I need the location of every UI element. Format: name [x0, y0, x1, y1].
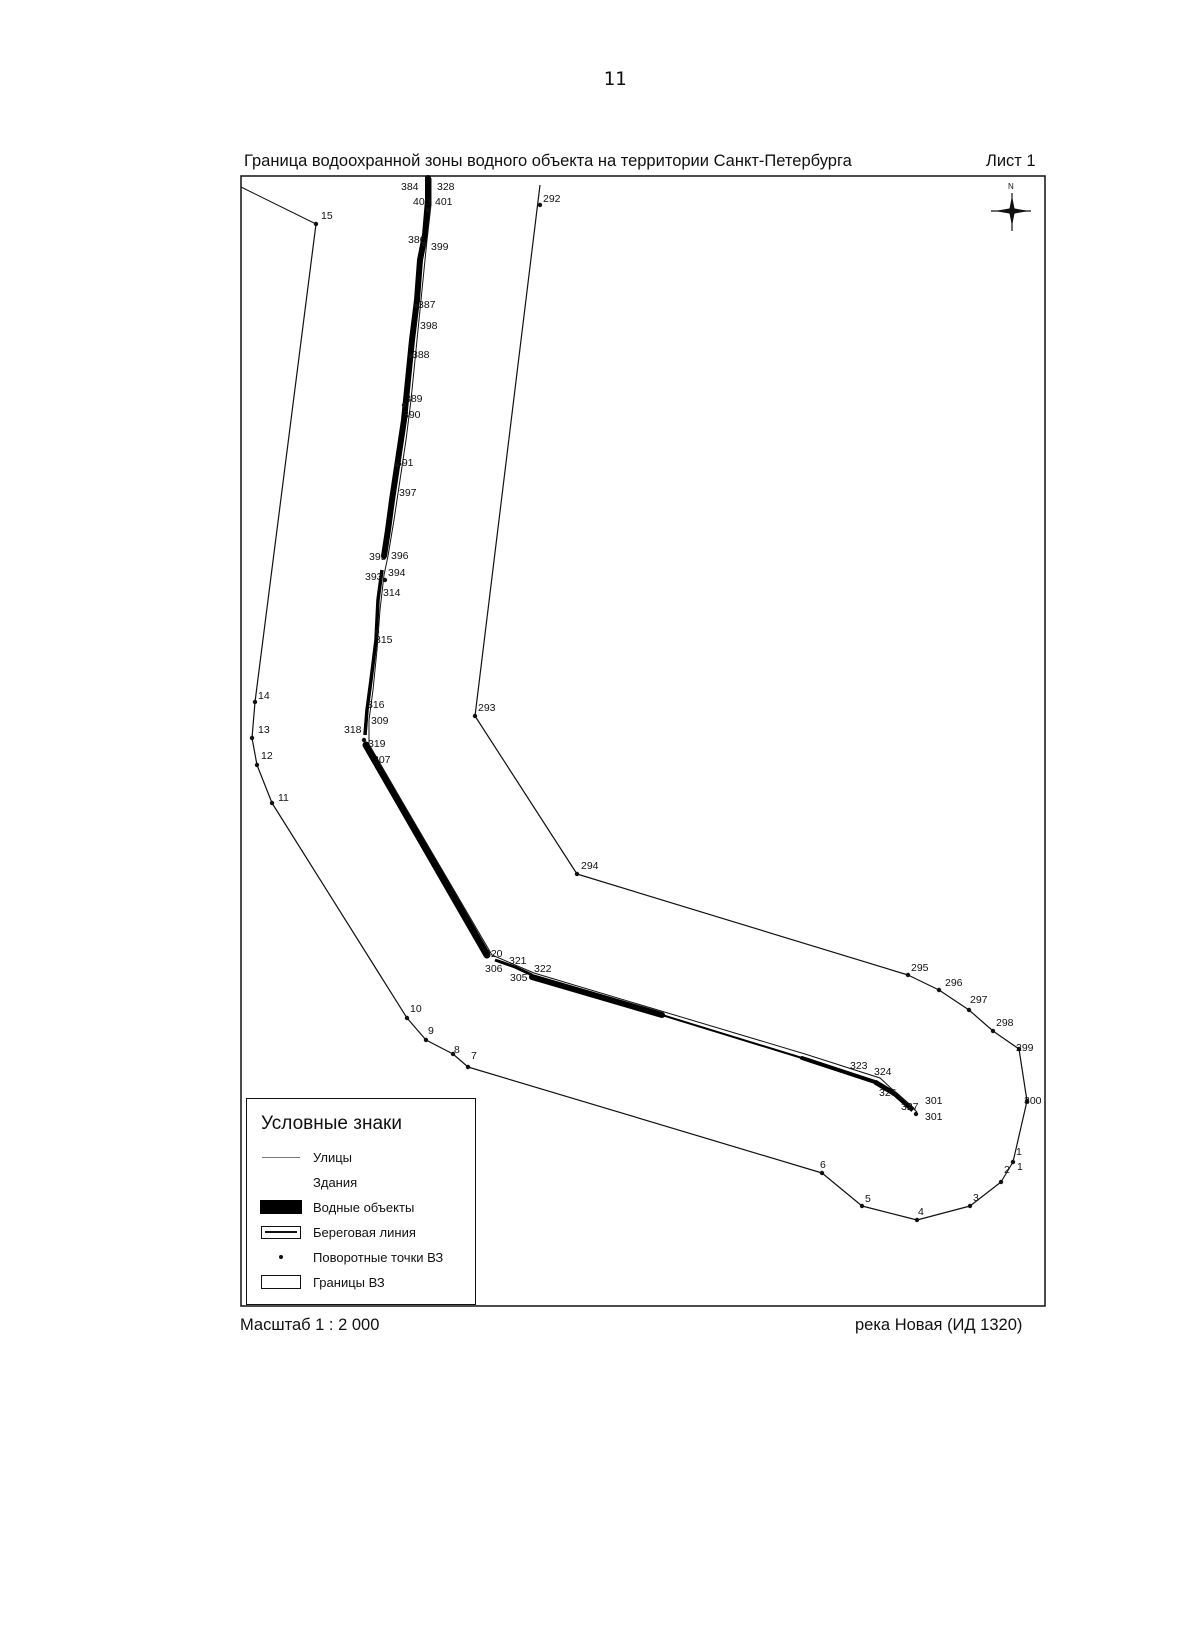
legend-label: Поворотные точки ВЗ — [313, 1249, 444, 1265]
point-label: 8 — [454, 1044, 460, 1056]
point-label: 1 — [1017, 1161, 1023, 1173]
page-number: 11 — [603, 68, 627, 90]
map-title: Граница водоохранной зоны водного объекта на территории Санкт-Петербурга — [244, 152, 852, 170]
point-label: 4 — [918, 1206, 924, 1218]
dot-swatch — [259, 1249, 303, 1265]
point-label: 323 — [850, 1060, 868, 1072]
point-label: 315 — [375, 634, 393, 646]
point-label: 305 — [510, 972, 528, 984]
river-water-object — [365, 178, 913, 1110]
point-label: 328 — [437, 181, 455, 193]
legend-item-shoreline — [259, 1222, 416, 1242]
point-label: 1 — [1016, 1146, 1022, 1158]
point-label: 391 — [396, 457, 414, 469]
scale-text: Масштаб 1 : 2 000 — [240, 1316, 380, 1334]
point-label: 393 — [365, 571, 383, 583]
sheet-label: Лист 1 — [986, 152, 1036, 170]
point-label: 6 — [820, 1159, 826, 1171]
point-label: 397 — [399, 487, 417, 499]
point-label: 5 — [865, 1193, 871, 1205]
legend-title: Условные знаки — [261, 1113, 402, 1134]
point-label: 306 — [485, 963, 503, 975]
legend-item-streets — [259, 1147, 352, 1167]
legend-label: Береговая линия — [313, 1224, 416, 1240]
point-label: 394 — [388, 567, 406, 579]
point-label: 320 — [485, 948, 503, 960]
point-label: 297 — [970, 994, 988, 1006]
point-label: 398 — [420, 320, 438, 332]
point-label: 400 — [413, 196, 431, 208]
point-label: 296 — [945, 977, 963, 989]
shoreline — [369, 178, 917, 1112]
legend — [246, 1098, 476, 1305]
legend-item-water — [259, 1197, 414, 1217]
point-label: 12 — [261, 750, 273, 762]
legend-item-turning-points — [259, 1247, 443, 1267]
building-swatch — [259, 1174, 303, 1190]
north-arrow-icon — [991, 182, 1031, 231]
legend-label: Водные объекты — [313, 1199, 415, 1215]
point-label: 316 — [367, 699, 385, 711]
point-label: 298 — [996, 1017, 1014, 1029]
point-label: 294 — [581, 860, 599, 872]
point-label: 301 — [925, 1095, 943, 1107]
street-line — [241, 187, 316, 224]
point-label: 326 — [879, 1087, 897, 1099]
point-label: 390 — [403, 409, 421, 421]
point-label: 388 — [412, 349, 430, 361]
legend-label: Здания — [313, 1174, 358, 1190]
point-label: 327 — [901, 1101, 919, 1113]
water-swatch — [259, 1199, 303, 1215]
point-label: 395 — [369, 551, 387, 563]
boundary-swatch — [259, 1274, 303, 1290]
point-label: 324 — [874, 1066, 892, 1078]
point-label: 396 — [391, 550, 409, 562]
point-label: 2 — [1004, 1164, 1010, 1176]
point-labels — [258, 181, 1042, 1218]
point-label: 299 — [1016, 1042, 1034, 1054]
point-label: 309 — [371, 715, 389, 727]
point-label: 301 — [925, 1111, 943, 1123]
point-label: 318 — [344, 724, 362, 736]
legend-item-buildings — [259, 1172, 357, 1192]
point-label: 319 — [368, 738, 386, 750]
point-label: 293 — [478, 702, 496, 714]
point-label: 322 — [534, 963, 552, 975]
point-label: 384 — [401, 181, 419, 193]
point-label: 292 — [543, 193, 561, 205]
water-object-name: река Новая (ИД 1320) — [855, 1316, 1023, 1334]
legend-label: Границы ВЗ — [313, 1274, 385, 1290]
point-label: 295 — [911, 962, 929, 974]
point-label: 15 — [321, 210, 333, 222]
legend-label: Улицы — [313, 1149, 353, 1165]
point-label: 386 — [408, 234, 426, 246]
point-label: 11 — [278, 792, 289, 804]
street-swatch — [259, 1149, 303, 1165]
point-label: 401 — [435, 196, 453, 208]
point-label: 314 — [383, 587, 401, 599]
point-label: 10 — [410, 1003, 422, 1015]
shoreline-swatch — [259, 1224, 303, 1240]
point-label: 300 — [1024, 1095, 1042, 1107]
point-label: 14 — [258, 690, 270, 702]
point-label: 389 — [405, 393, 423, 405]
point-label: 7 — [471, 1050, 477, 1062]
point-label: 321 — [509, 955, 527, 967]
point-label: 399 — [431, 241, 449, 253]
legend-item-zone-boundary — [259, 1272, 385, 1292]
point-label: 9 — [428, 1025, 434, 1037]
point-label: 307 — [373, 754, 391, 766]
north-label: N — [1008, 182, 1014, 191]
point-label: 387 — [418, 299, 436, 311]
point-label: 3 — [973, 1192, 979, 1204]
point-label: 13 — [258, 724, 270, 736]
